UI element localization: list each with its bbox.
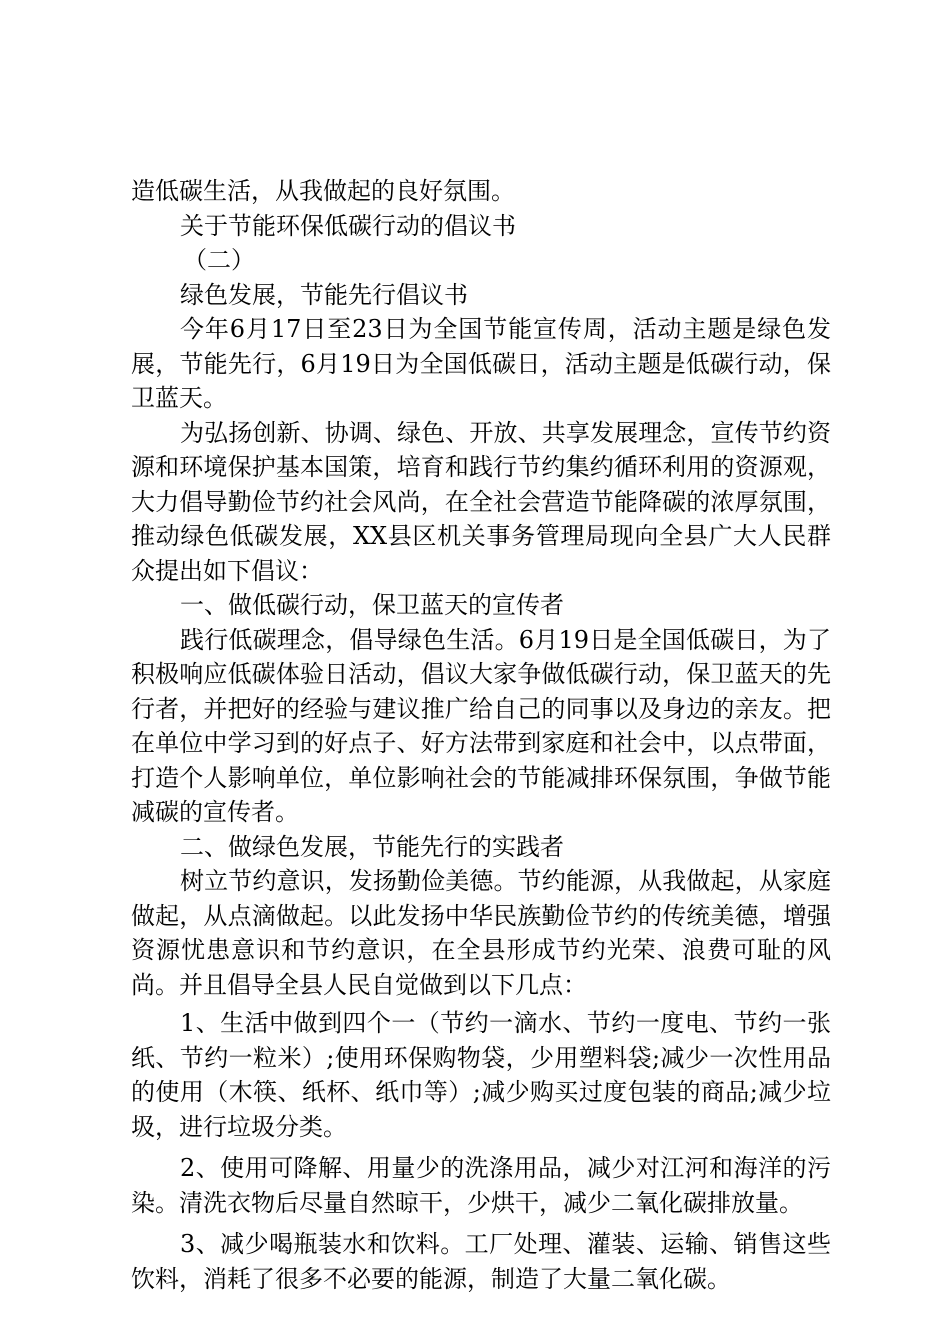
paragraph-section-two: 树立节约意识，发扬勤俭美德。节约能源，从我做起，从家庭做起，从点滴做起。以此发扬中华民族勤俭节约的传统美德，增强资源忧患意识和节约意识，在全县形成节约光荣、浪费可耻的风尚。并且倡导全县人民自觉做到以下几点： bbox=[131, 867, 831, 999]
paragraph-purpose: 为弘扬创新、协调、绿色、开放、共享发展理念，宣传节约资源和环境保护基本国策，培育和践行节约集约循环利用的资源观，大力倡导勤俭节约社会风尚，在全社会营造节能降碳的浓厚氛围，推动绿色低碳发展，XX县区机关事务管理局现向全县广大人民群众提出如下倡议： bbox=[131, 418, 831, 585]
paragraph-section-one: 践行低碳理念，倡导绿色生活。6月19日是全国低碳日，为了积极响应低碳体验日活动，倡议大家争做低碳行动，保卫蓝天的先行者，并把好的经验与建议推广给自己的同事以及身边的亲友。把在单位中学习到的好点子、好方法带到家庭和社会中，以点带面，打造个人影响单位，单位影响社会的节能减排环保氛围，争做节能减碳的宣传者。 bbox=[131, 625, 831, 826]
list-item-two: 2、使用可降解、用量少的洗涤用品，减少对江河和海洋的污染。清洗衣物后尽量自然晾干，少烘干，减少二氧化碳排放量。 bbox=[131, 1154, 831, 1217]
section-number: （二） bbox=[183, 246, 255, 274]
document-title: 关于节能环保低碳行动的倡议书 bbox=[180, 211, 516, 240]
paragraph-intro: 今年6月17日至23日为全国节能宣传周，活动主题是绿色发展，节能先行，6月19日为全国低碳日，活动主题是低碳行动，保卫蓝天。 bbox=[131, 315, 831, 412]
list-item-one: 1、生活中做到四个一（节约一滴水、节约一度电、节约一张纸、节约一粒米）;使用环保购物袋，少用塑料袋;减少一次性用品的使用（木筷、纸杯、纸巾等）;减少购买过度包装的商品;减少垃圾，进行垃圾分类。 bbox=[131, 1009, 831, 1141]
paragraph-continuation: 造低碳生活，从我做起的良好氛围。 bbox=[131, 177, 515, 205]
list-item-three: 3、减少喝瓶装水和饮料。工厂处理、灌装、运输、销售这些饮料，消耗了很多不必要的能源，制造了大量二氧化碳。 bbox=[131, 1230, 831, 1293]
section-heading-one: 一、做低碳行动，保卫蓝天的宣传者 bbox=[180, 591, 564, 619]
proposal-title: 绿色发展，节能先行倡议书 bbox=[180, 280, 468, 309]
document-page bbox=[131, 174, 831, 1296]
section-heading-two: 二、做绿色发展，节能先行的实践者 bbox=[180, 832, 564, 861]
